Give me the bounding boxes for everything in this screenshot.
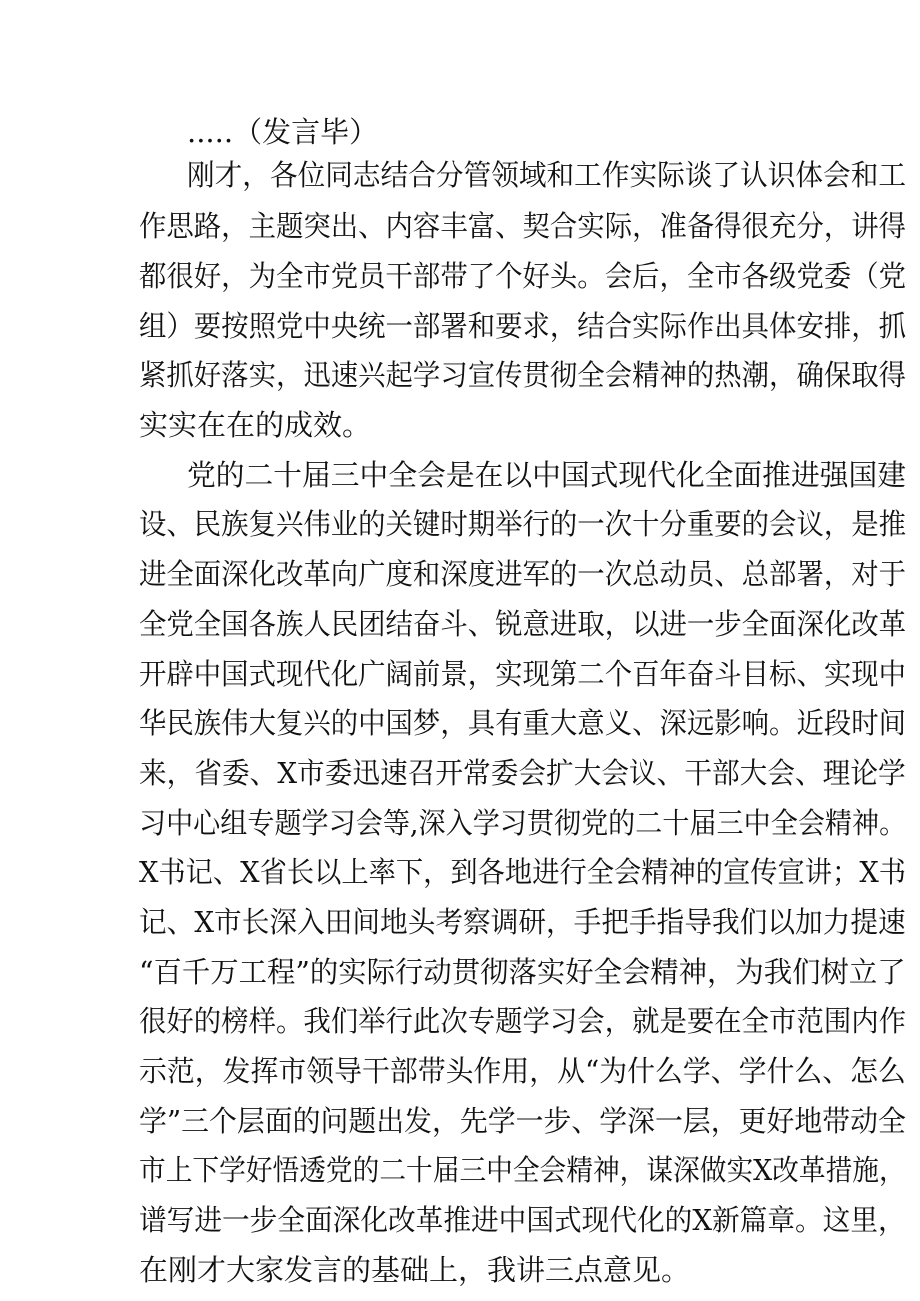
paragraph-1-line-2: 作思路，主题突出、内容丰富、契合实际，准备得很充分，讲得 (139, 209, 907, 243)
paragraph-1-line-5: 紧抓好落实，迅速兴起学习宣传贯彻全会精神的热潮，确保取得 (139, 358, 907, 392)
paragraph-2-line-9: X书记、X省长以上率下，到各地进行全会精神的宣传宣讲；X书 (139, 855, 906, 889)
paragraph-2-line-15: 市上下学好悟透党的二十届三中全会精神，谋深做实X改革措施， (139, 1153, 906, 1187)
paragraph-2-line-5: 开辟中国式现代化广阔前景，实现第二个百年奋斗目标、实现中 (139, 657, 907, 691)
paragraph-2-line-13: 示范，发挥市领导干部带头作用，从“为什么学、学什么、怎么 (139, 1054, 906, 1088)
paragraph-2-line-3: 进全面深化改革向广度和深度进军的一次总动员、总部署，对于 (139, 557, 907, 591)
paragraph-2-line-10: 记、X市长深入田间地头考察调研，手把手指导我们以加力提速 (139, 905, 906, 939)
paragraph-2-line-16: 谱写进一步全面深化改革推进中国式现代化的X新篇章。这里， (139, 1203, 906, 1237)
paragraph-2-line-4: 全党全国各族人民团结奋斗、锐意进取，以进一步全面深化改革 (139, 607, 907, 641)
paragraph-2-line-1: 党的二十届三中全会是在以中国式现代化全面推进强国建 (187, 458, 906, 492)
paragraph-2-line-11: “百千万工程”的实际行动贯彻落实好全会精神，为我们树立了 (139, 955, 906, 989)
paragraph-1-line-1: 刚才，各位同志结合分管领域和工作实际谈了认识体会和工 (187, 158, 907, 192)
paragraph-2-line-2: 设、民族复兴伟业的关键时期举行的一次十分重要的会议，是推 (139, 507, 907, 541)
paragraph-2-line-7: 来，省委、X市委迅速召开常委会扩大会议、干部大会、理论学 (139, 756, 906, 790)
paragraph-1-line-6: 实实在在的成效。 (139, 408, 372, 442)
paragraph-1-line-4: 组）要按照党中央统一部署和要求，结合实际作出具体安排，抓 (139, 309, 907, 343)
paragraph-2-line-8: 习中心组专题学习会等,深入学习贯彻党的二十届三中全会精神。 (139, 806, 907, 840)
paragraph-2-line-17: 在刚才大家发言的基础上，我讲三点意见。 (139, 1253, 691, 1287)
paragraph-1-line-3: 都很好，为全市党员干部带了个好头。会后，全市各级党委（党 (139, 259, 907, 293)
paragraph-2-line-12: 很好的榜样。我们举行此次专题学习会，就是要在全市范围内作 (139, 1004, 907, 1038)
paragraph-2-line-14: 学”三个层面的问题出发，先学一步、学深一层，更好地带动全 (139, 1104, 906, 1138)
paragraph-2-line-6: 华民族伟大复兴的中国梦，具有重大意义、深远影响。近段时间 (139, 706, 907, 740)
closing-note: .....（发言毕） (187, 115, 379, 149)
